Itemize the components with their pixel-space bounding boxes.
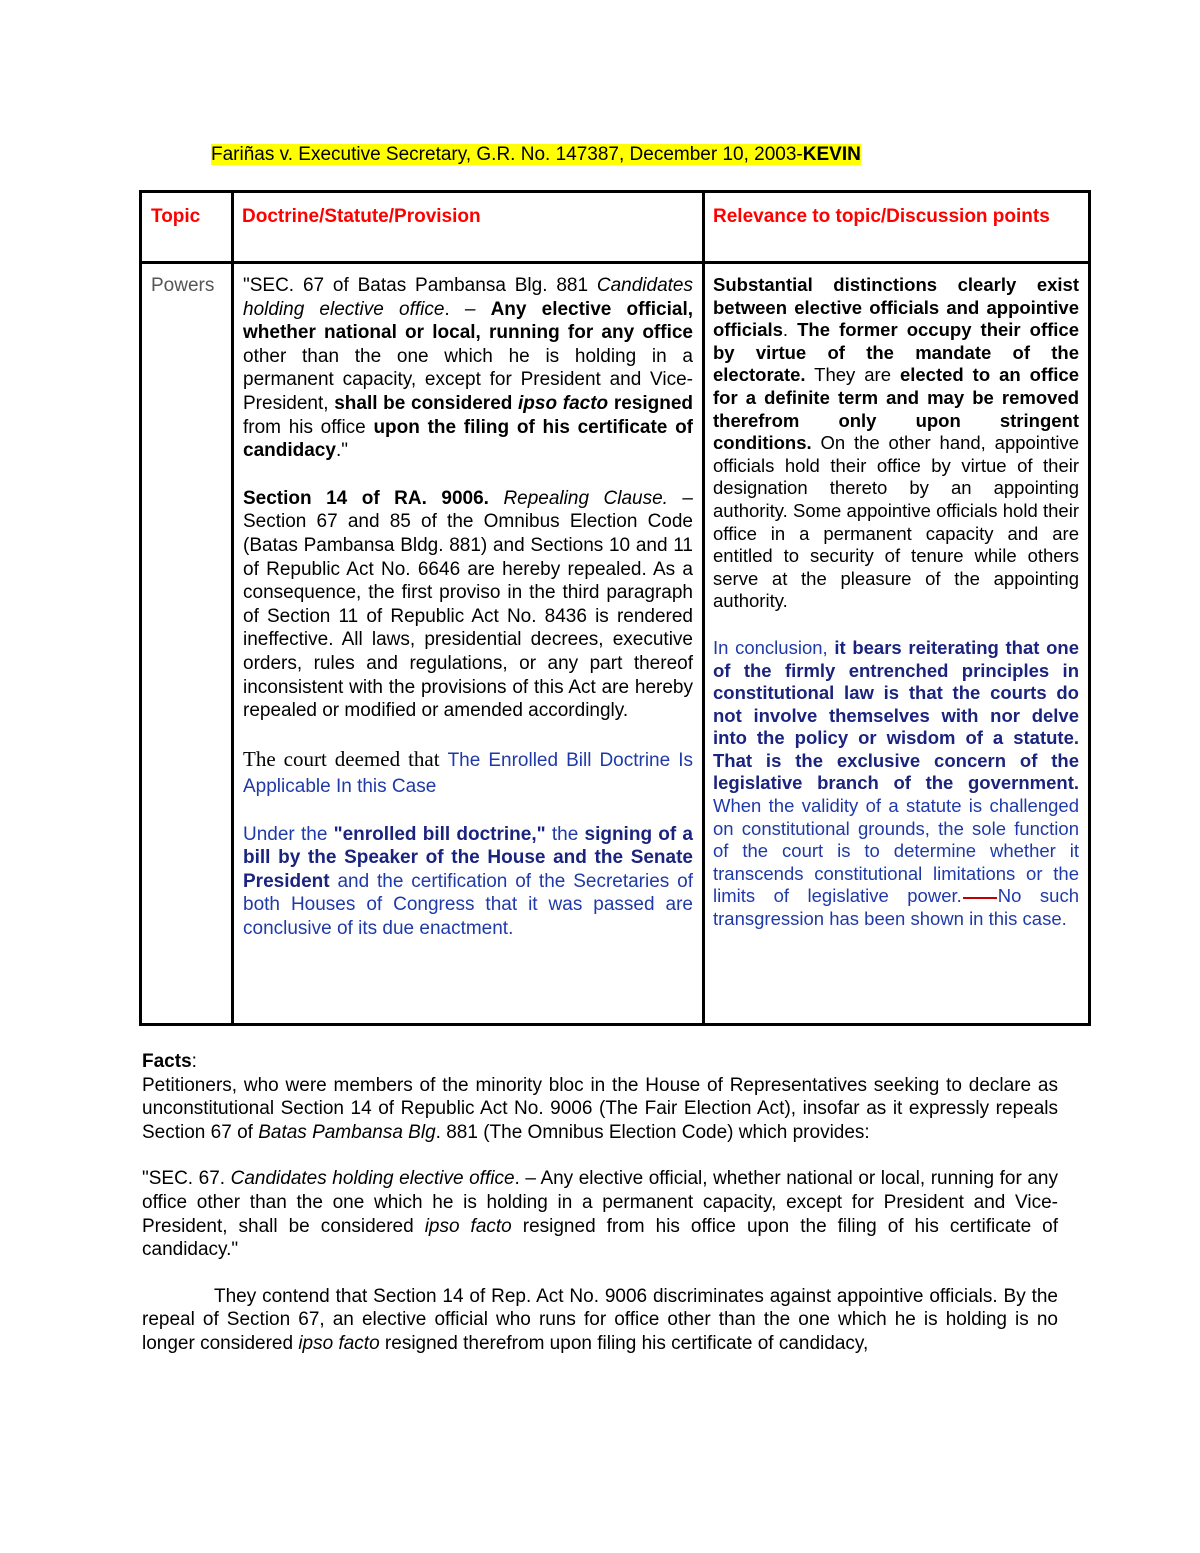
doctrine-text: from his office [243, 416, 374, 438]
doctrine-text: ." [335, 440, 348, 462]
table-row [141, 263, 1090, 1025]
facts-text: They contend that Section 14 of Rep. Act No. 9006 discriminates against appointive officials. By the repeal of Section 67, an elective official who runs for office other than the one which he is holding is no longer considered [142, 1285, 1058, 1354]
relevance-content [705, 264, 1088, 931]
doctrine-bold: shall be considered [334, 392, 519, 414]
doctrine-content [234, 264, 702, 941]
relevance-text: No such transgression has been shown in this case. [713, 885, 1079, 930]
case-title-text: Fariñas v. Executive Secretary, G.R. No. 147387, December 10, 2003- [211, 144, 803, 165]
case-author: KEVIN [802, 144, 861, 165]
facts-italic: ipso facto [424, 1215, 512, 1237]
facts-italic: Candidates holding elective office [230, 1168, 515, 1190]
doctrine-text: . – [444, 298, 491, 320]
doctrine-bold: Any elective official, whether national or local, running for any office [243, 298, 694, 344]
case-digest-table [139, 190, 1091, 1026]
relevance-cell [704, 263, 1090, 1025]
doctrine-italic: Repealing Clause. [488, 487, 668, 509]
facts-section [142, 1050, 1058, 1356]
relevance-text: When the validity of a statute is challenged on constitutional grounds, the sole function of the court is to determine whether it transcends constitutional limitations or the limits of legislative power. [713, 795, 1079, 907]
doctrine-bold: "enrolled bill doctrine," [333, 823, 546, 845]
facts-text: "SEC. 67. [142, 1168, 231, 1190]
facts-label: Facts [142, 1051, 192, 1072]
doctrine-text: and the certification of the Secretaries of both Houses of Congress that it was passed are conclusive of its due enactment. [243, 870, 693, 940]
doctrine-bold: resigned [608, 392, 694, 414]
doctrine-bold: Section 14 of RA. 9006. [243, 487, 489, 509]
facts-text: Petitioners, who were members of the minority bloc in the House of Representatives seeking to declare as unconstitutional Section 14 of Republic Act No. 9006 (The Fair Election Act), insofar as it expressly repeals Section 67 of [142, 1074, 1058, 1143]
relevance-text: They are [805, 364, 900, 386]
facts-italic: ipso facto [298, 1332, 380, 1354]
facts-italic: Batas Pambansa Blg [258, 1121, 436, 1143]
doctrine-bold: upon the filing of his certificate of candidacy [243, 416, 694, 462]
relevance-bold: The former occupy their office by virtue of the mandate of the electorate. [713, 319, 1080, 386]
header-doctrine-cell [233, 192, 704, 263]
facts-heading [142, 1050, 1058, 1074]
red-line-mark [963, 897, 997, 899]
case-title [211, 143, 861, 167]
facts-text: resigned therefrom upon filing his certificate of candidacy, [379, 1332, 869, 1354]
relevance-bold: elected to an office for a definite term and may be removed therefrom only upon stringent conditions. [713, 364, 1079, 454]
doctrine-paragraph-enrolled-bill [243, 823, 693, 941]
relevance-paragraph-distinctions [713, 274, 1079, 613]
doctrine-bold: signing of a bill by the Speaker of the House and the Senate President [243, 823, 693, 892]
relevance-bold: Substantial distinctions clearly exist between elective officials and appointive officials [713, 274, 1079, 341]
relevance-text: In conclusion, [713, 636, 835, 658]
table-header-row [141, 192, 1090, 263]
facts-text: resigned from his office upon the filing of his certificate of candidacy." [142, 1215, 1058, 1261]
doctrine-text: Under the [243, 823, 334, 845]
facts-paragraph-petitioners [142, 1074, 1058, 1145]
topic-cell [141, 263, 233, 1025]
doctrine-text: the [545, 823, 585, 845]
relevance-text: On the other hand, appointive officials hold their office by virtue of their designation thereto by an appointing authority. Some appointive officials hold their office in a permanent capacity and are entitled to security of tenure while others serve at the pleasure of the appointing authority. [713, 432, 1079, 612]
case-title-highlight [211, 144, 861, 165]
doctrine-cell [233, 263, 704, 1025]
doctrine-text: "SEC. 67 of Batas Pambansa Blg. 881 [243, 275, 597, 296]
doctrine-italic: Candidates holding elective office [243, 275, 693, 320]
facts-text: . – Any elective official, whether national or local, running for any office other than the one which he is holding in a permanent capacity, except for President and Vice-President, shall be considered [142, 1168, 1058, 1237]
relevance-text: . [782, 319, 798, 341]
facts-colon: : [191, 1051, 197, 1072]
header-relevance-cell [704, 192, 1090, 263]
header-relevance: Relevance to topic/Discussion points [713, 206, 1050, 227]
header-doctrine: Doctrine/Statute/Provision [242, 206, 481, 227]
facts-text: . 881 (The Omnibus Election Code) which provides: [435, 1121, 870, 1143]
header-topic-cell [141, 192, 233, 263]
doctrine-text: – Section 67 and 85 of the Omnibus Election Code (Batas Pambansa Bldg. 881) and Sections 10 and 11 of Republic Act No. 6646 are hereby repealed. As a consequence, the first proviso in the third paragraph of Section 11 of Republic Act No. 8436 is rendered ineffective. All laws, presidential decrees, executive orders, rules and regulations, or any part thereof inconsistent with the provisions of this Act are hereby repealed or modified or amended accordingly. [243, 487, 693, 722]
facts-paragraph-contention [142, 1285, 1058, 1356]
doctrine-bold-italic: ipso facto [518, 392, 609, 414]
doctrine-paragraph-sec67 [243, 274, 693, 463]
doctrine-text: The court deemed that [243, 746, 448, 771]
doctrine-paragraph-sec14 [243, 487, 693, 723]
topic-value: Powers [151, 275, 215, 296]
relevance-paragraph-conclusion [713, 637, 1079, 931]
doctrine-blue-text: The Enrolled Bill Doctrine Is Applicable In this Case [243, 749, 693, 797]
header-topic: Topic [151, 206, 201, 227]
doctrine-text: other than the one which he is holding in a permanent capacity, except for President and Vice-President, [243, 345, 693, 414]
facts-paragraph-sec67 [142, 1167, 1058, 1261]
doctrine-paragraph-court [243, 747, 693, 799]
relevance-bold: it bears reiterating that one of the firmly entrenched principles in constitutional law is that the courts do not involve themselves with nor delve into the policy or wisdom of a statute. That is the exclusive concern of the legislative branch of the government. [713, 636, 1079, 794]
